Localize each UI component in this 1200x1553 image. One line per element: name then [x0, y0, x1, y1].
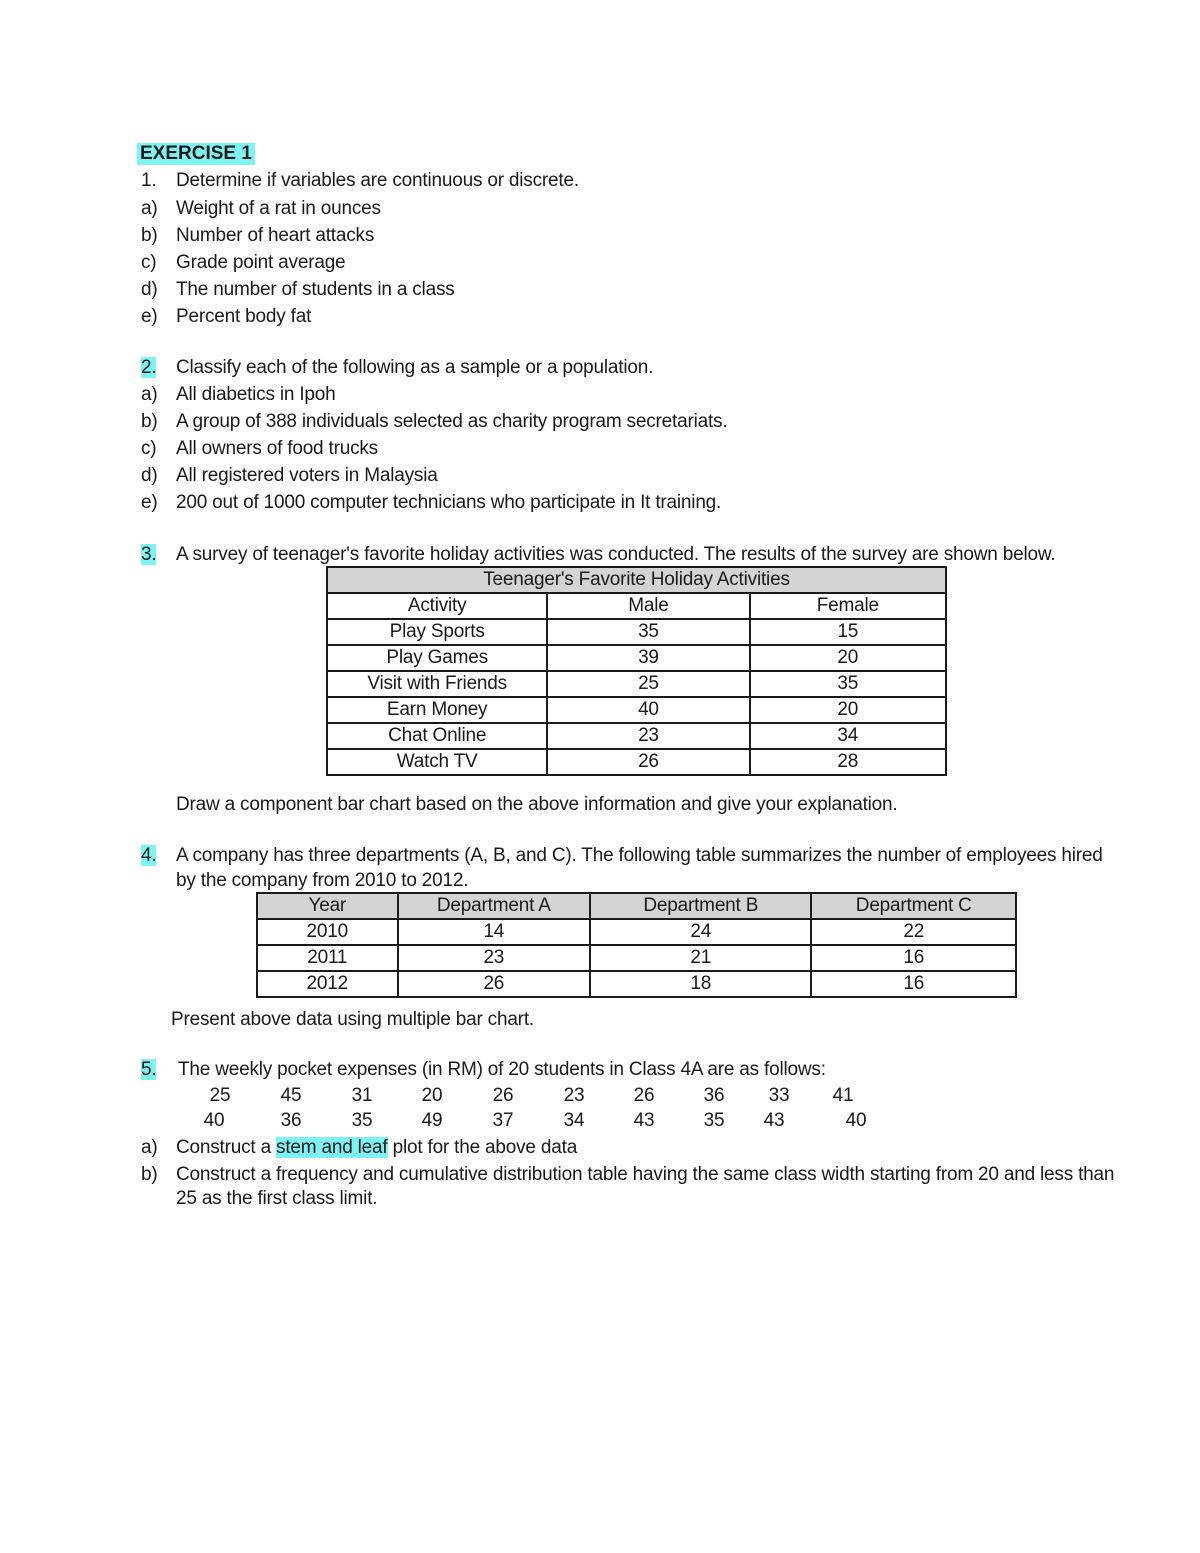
- exercise-title: EXERCISE 1: [137, 143, 255, 165]
- table-cell: 23: [547, 723, 749, 749]
- q5-item-b-label: b): [141, 1164, 158, 1185]
- table-row: [257, 945, 1016, 971]
- table-cell: Watch TV: [327, 749, 547, 775]
- expense-value: 23: [563, 1085, 585, 1106]
- item-text: Weight of a rat in ounces: [176, 198, 381, 219]
- q2-text: Classify each of the following as a sample or a population.: [176, 357, 654, 378]
- table-row: [257, 971, 1016, 997]
- table-cell: Play Games: [327, 645, 547, 671]
- expense-value: 36: [280, 1110, 302, 1131]
- item-text: All diabetics in Ipoh: [176, 384, 336, 405]
- table-cell: 21: [590, 945, 811, 971]
- table-row: [327, 749, 946, 775]
- table-cell: 2012: [257, 971, 398, 997]
- q1-text: Determine if variables are continuous or discrete.: [176, 170, 579, 191]
- table-cell: 22: [811, 919, 1016, 945]
- table-row: [327, 645, 946, 671]
- q3-footer: Draw a component bar chart based on the above information and give your explanation.: [176, 794, 898, 815]
- item-text: Grade point average: [176, 252, 346, 273]
- expense-value: 43: [763, 1110, 785, 1131]
- item-label: e): [141, 306, 158, 327]
- expense-value: 34: [563, 1110, 585, 1131]
- table-cell: 25: [547, 671, 749, 697]
- table-cell: 20: [750, 697, 946, 723]
- expense-value: 45: [280, 1085, 302, 1106]
- table-cell: 28: [750, 749, 946, 775]
- table-cell: Play Sports: [327, 619, 547, 645]
- table-row: [257, 919, 1016, 945]
- stem-and-leaf-highlight: stem and leaf: [276, 1137, 388, 1158]
- table-cell: 20: [750, 645, 946, 671]
- table-row: [327, 619, 946, 645]
- expense-value: 41: [832, 1085, 854, 1106]
- table-cell: 35: [750, 671, 946, 697]
- item-label: a): [141, 384, 158, 405]
- table-cell: 2010: [257, 919, 398, 945]
- column-header: Female: [750, 593, 946, 619]
- table-cell: 26: [398, 971, 591, 997]
- item-label: e): [141, 492, 158, 513]
- column-header: Department B: [590, 893, 811, 919]
- table-cell: 40: [547, 697, 749, 723]
- q4-footer: Present above data using multiple bar chart.: [171, 1009, 534, 1030]
- q5-item-b-line2: 25 as the first class limit.: [176, 1188, 378, 1209]
- q3-number: 3.: [141, 544, 157, 565]
- table-cell: 18: [590, 971, 811, 997]
- item-label: a): [141, 198, 158, 219]
- table-cell: 16: [811, 945, 1016, 971]
- item-label: c): [141, 438, 157, 459]
- item-label: d): [141, 279, 158, 300]
- expense-value: 26: [492, 1085, 514, 1106]
- q5-number: 5.: [141, 1059, 157, 1080]
- q3-text: A survey of teenager's favorite holiday activities was conducted. The results of the survey are shown below.: [176, 544, 1056, 565]
- table-title: Teenager's Favorite Holiday Activities: [327, 567, 946, 593]
- expense-value: 31: [351, 1085, 373, 1106]
- expense-value: 35: [351, 1110, 373, 1131]
- q5-item-a-text: Construct a stem and leaf plot for the above data: [176, 1137, 578, 1158]
- item-text: Percent body fat: [176, 306, 312, 327]
- expense-value: 40: [203, 1110, 225, 1131]
- expense-value: 35: [703, 1110, 725, 1131]
- item-label: b): [141, 411, 158, 432]
- q5-item-a-label: a): [141, 1137, 158, 1158]
- table-cell: Visit with Friends: [327, 671, 547, 697]
- expense-value: 37: [492, 1110, 514, 1131]
- table-cell: 14: [398, 919, 591, 945]
- q2-number: 2.: [141, 357, 157, 378]
- item-label: b): [141, 225, 158, 246]
- expense-value: 20: [421, 1085, 443, 1106]
- item-label: c): [141, 252, 157, 273]
- q4-text-line1: A company has three departments (A, B, and C). The following table summarizes the number of employees hired: [176, 845, 1103, 866]
- table-row: [327, 671, 946, 697]
- q4-text-line2: by the company from 2010 to 2012.: [176, 870, 469, 891]
- expense-value: 36: [703, 1085, 725, 1106]
- table-cell: 2011: [257, 945, 398, 971]
- item-text: All registered voters in Malaysia: [176, 465, 438, 486]
- column-header: Male: [547, 593, 749, 619]
- item-text: Number of heart attacks: [176, 225, 375, 246]
- column-header: Activity: [327, 593, 547, 619]
- column-header: Department C: [811, 893, 1016, 919]
- column-header: Year: [257, 893, 398, 919]
- table-row: [327, 697, 946, 723]
- item-text: The number of students in a class: [176, 279, 455, 300]
- q5-text: The weekly pocket expenses (in RM) of 20 students in Class 4A are as follows:: [178, 1059, 826, 1080]
- table-cell: 24: [590, 919, 811, 945]
- expense-value: 25: [209, 1085, 231, 1106]
- expense-value: 33: [768, 1085, 790, 1106]
- item-label: d): [141, 465, 158, 486]
- table-cell: Earn Money: [327, 697, 547, 723]
- column-header: Department A: [398, 893, 591, 919]
- employees-hired-table: [256, 892, 1017, 998]
- table-cell: Chat Online: [327, 723, 547, 749]
- expense-value: 49: [421, 1110, 443, 1131]
- q1-number: 1.: [141, 170, 157, 191]
- table-cell: 39: [547, 645, 749, 671]
- q5-item-b-line1: Construct a frequency and cumulative distribution table having the same class width starting from 20 and less than: [176, 1164, 1115, 1185]
- q4-number: 4.: [141, 845, 157, 866]
- holiday-activities-table: [326, 566, 947, 776]
- table-cell: 34: [750, 723, 946, 749]
- item-text: All owners of food trucks: [176, 438, 378, 459]
- expense-value: 40: [845, 1110, 867, 1131]
- table-row: [327, 723, 946, 749]
- table-cell: 15: [750, 619, 946, 645]
- table-cell: 26: [547, 749, 749, 775]
- item-text: A group of 388 individuals selected as charity program secretariats.: [176, 411, 728, 432]
- table-cell: 23: [398, 945, 591, 971]
- item-text: 200 out of 1000 computer technicians who participate in It training.: [176, 492, 722, 513]
- expense-value: 43: [633, 1110, 655, 1131]
- expense-value: 26: [633, 1085, 655, 1106]
- table-cell: 16: [811, 971, 1016, 997]
- table-cell: 35: [547, 619, 749, 645]
